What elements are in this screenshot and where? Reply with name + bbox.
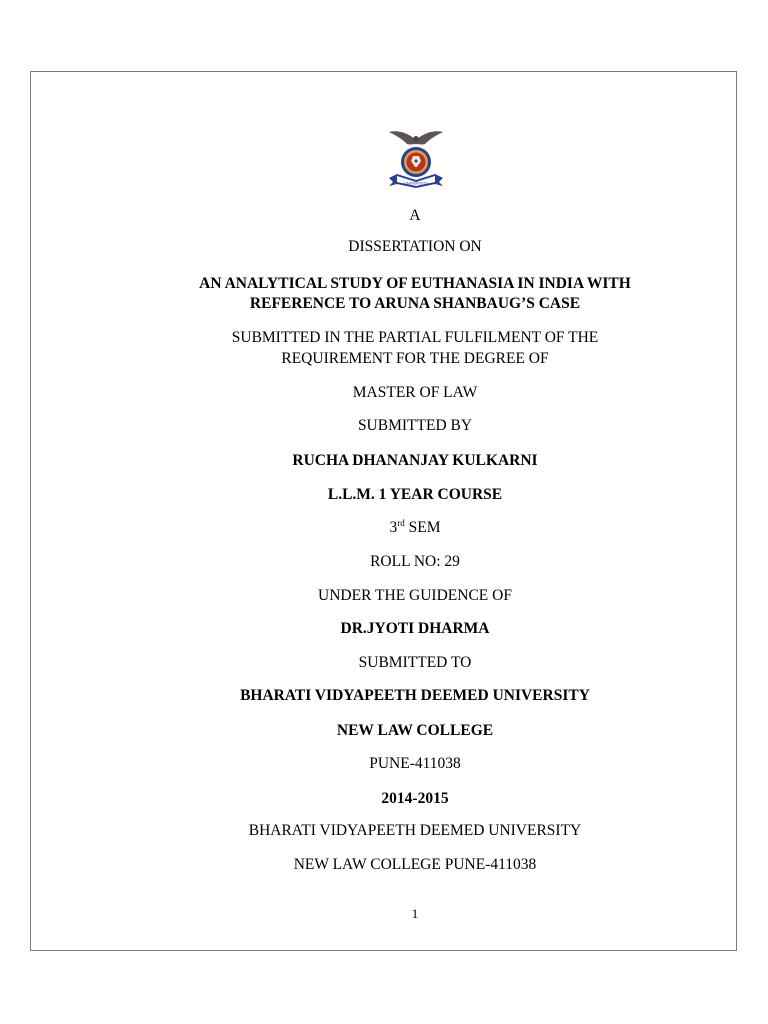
title-line-2: REFERENCE TO ARUNA SHANBAUG’S CASE	[249, 295, 581, 312]
roll-no: ROLL NO: 29	[370, 553, 460, 570]
dissertation-on: DISSERTATION ON	[348, 238, 482, 255]
submitted-partial-line-1: SUBMITTED IN THE PARTIAL FULFILMENT OF THE	[231, 329, 599, 346]
semester-suffix: rd	[397, 518, 405, 528]
pune-code: PUNE-411038	[369, 755, 461, 772]
eagle-left-wing	[389, 131, 416, 144]
submitted-to: SUBMITTED TO	[358, 654, 472, 671]
university-footer: BHARATI VIDYAPEETH DEEMED UNIVERSITY	[248, 822, 582, 839]
academic-year: 2014-2015	[381, 790, 449, 807]
line-a: A	[409, 207, 421, 224]
page-border	[30, 71, 737, 951]
seal-center-dot	[415, 160, 418, 163]
university-seal-icon	[383, 126, 449, 192]
semester	[100, 517, 730, 539]
page-number: 1	[411, 906, 419, 921]
title-line-1: AN ANALYTICAL STUDY OF EUTHANASIA IN INDIA WITH	[199, 275, 631, 292]
semester-label: SEM	[404, 519, 441, 536]
university-name: BHARATI VIDYAPEETH DEEMED UNIVERSITY	[240, 687, 590, 704]
submitted-by: SUBMITTED BY	[357, 417, 473, 434]
ribbon-text: UNIVERSITY	[403, 180, 429, 186]
semester-number: 3	[389, 519, 398, 536]
college-footer: NEW LAW COLLEGE PUNE-411038	[293, 856, 537, 873]
under-guidance: UNDER THE GUIDENCE OF	[318, 587, 512, 604]
course: L.L.M. 1 YEAR COURSE	[327, 486, 503, 503]
degree: MASTER OF LAW	[352, 384, 478, 401]
eagle-head	[413, 136, 419, 142]
eagle-right-wing	[416, 131, 443, 144]
student-name: RUCHA DHANANJAY KULKARNI	[292, 452, 538, 469]
guide-name: DR.JYOTI DHARMA	[340, 620, 490, 637]
submitted-partial-line-2: REQUIREMENT FOR THE DEGREE OF	[281, 350, 549, 367]
college-name: NEW LAW COLLEGE	[336, 722, 494, 739]
